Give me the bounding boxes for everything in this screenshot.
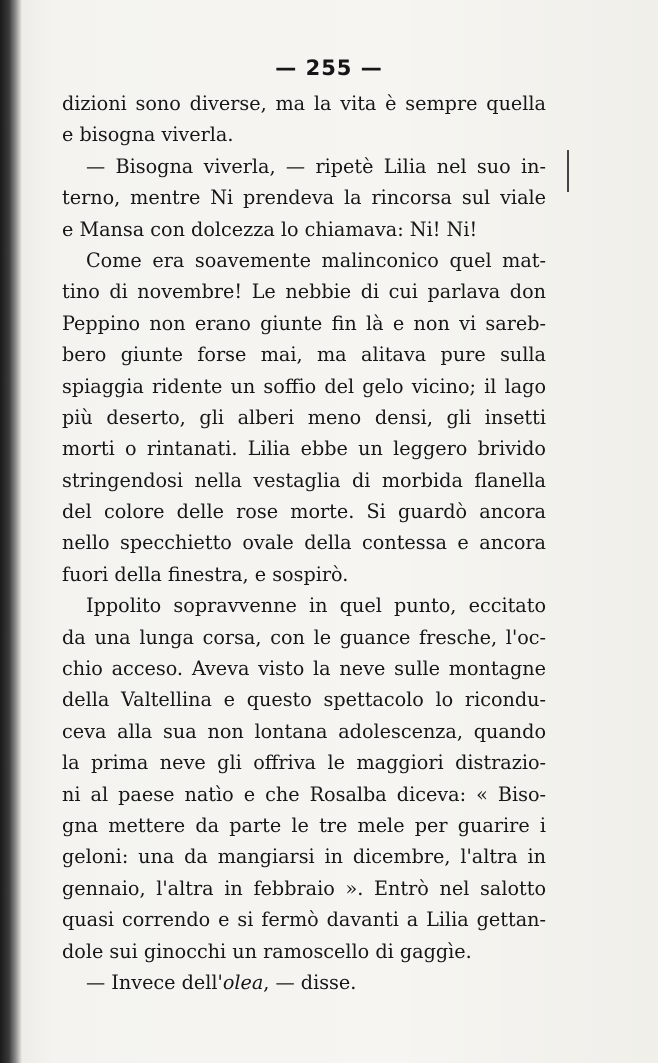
text-line: dole sui ginocchi un ramoscello di gaggìe.: [62, 939, 472, 963]
text-line: geloni: una da mangiarsi in dicembre, l'altra in: [62, 845, 546, 869]
text-line: gennaio, l'altra in febbraio ». Entrò nel salotto: [62, 876, 546, 900]
text-line: chio acceso. Aveva visto la neve sulle montagne: [62, 657, 546, 681]
text-line: gna mettere da parte le tre mele per guarire i: [62, 813, 546, 837]
text-line: Come era soavemente malinconico quel mat-: [86, 248, 546, 272]
text-line: fuori della finestra, e sospirò.: [62, 562, 349, 586]
body-text: [62, 88, 546, 998]
text-line: e Mansa con dolcezza lo chiamava: Ni! Ni!: [62, 217, 478, 241]
book-binding-edge: [0, 0, 22, 1063]
text-line: Ippolito sopravvenne in quel punto, eccitato: [86, 594, 546, 618]
text-line: bero giunte forse mai, ma alitava pure sulla: [62, 343, 546, 367]
text-line: ceva alla sua non lontana adolescenza, quando: [62, 719, 546, 743]
page-number: — 255 —: [275, 56, 383, 80]
text-line: ni al paese natìo e che Rosalba diceva: « Biso-: [62, 782, 546, 806]
text-line: — Invece dell'olea, — disse.: [86, 970, 357, 994]
text-line: più deserto, gli alberi meno densi, gli insetti: [62, 405, 546, 429]
text-line: tino di novembre! Le nebbie di cui parlava don: [62, 280, 546, 304]
text-line: — Bisogna viverla, — ripetè Lilia nel suo in-: [86, 154, 546, 178]
text-line: dizioni sono diverse, ma la vita è sempre quella: [62, 92, 546, 115]
text-line: quasi correndo e si fermò davanti a Lilia gettan-: [62, 908, 546, 932]
text-line: da una lunga corsa, con le guance fresche, l'oc-: [62, 625, 546, 649]
text-line: Peppino non erano giunte fin là e non vi sareb-: [62, 311, 546, 335]
text-line: terno, mentre Ni prendeva la rincorsa sul viale: [62, 186, 546, 210]
text-line: del colore delle rose morte. Si guardò ancora: [62, 500, 546, 524]
text-line: nello specchietto ovale della contessa e ancora: [62, 531, 546, 555]
text-line: spiaggia ridente un soffio del gelo vicino; il lago: [62, 374, 546, 398]
text-line: stringendosi nella vestaglia di morbida flanella: [62, 468, 546, 492]
text-line: della Valtellina e questo spettacolo lo ricondu-: [62, 688, 546, 712]
margin-mark: [567, 150, 569, 192]
text-line: la prima neve gli offriva le maggiori distrazio-: [62, 751, 546, 775]
text-line: e bisogna viverla.: [62, 123, 234, 147]
text-line: morti o rintanati. Lilia ebbe un leggero brivido: [62, 437, 546, 461]
